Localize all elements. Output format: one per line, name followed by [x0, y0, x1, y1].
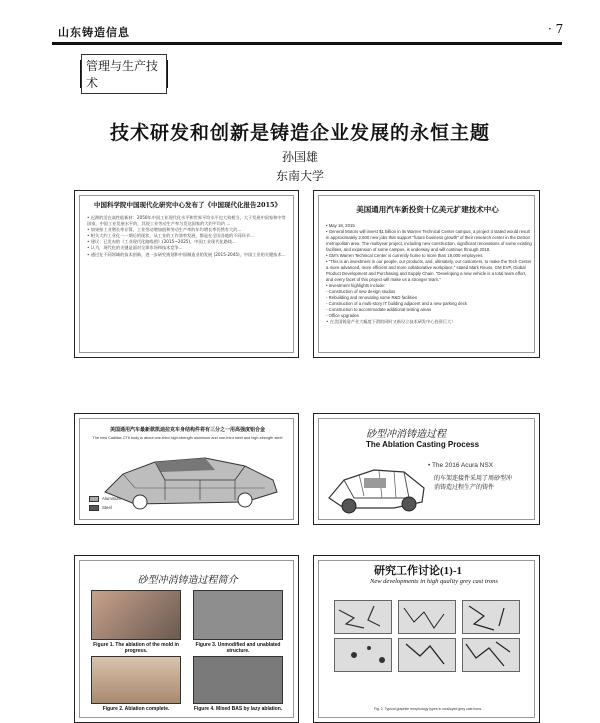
legend-label-aluminum: Aluminum [102, 496, 122, 501]
slide-bullet: • 认为，现代化的关键是面对全球市场和技术竞争... [87, 245, 183, 251]
car-body-illustration [95, 444, 285, 514]
slide-ablation-intro [74, 555, 299, 723]
slide-ablation-process [313, 413, 540, 525]
slide-bullet: • 迟滞的活在高性能新材：2050年中国工业现代化水平和世界平均水平也大致相当，大于发展中国家和中等国家，中国工业发展水平约，其现工业劳动生产率与发达国家的大约平均约 ... [87, 215, 286, 227]
graphite-flakes-overlay [334, 600, 520, 672]
slide-bullet: - Construction of new design studios [326, 289, 396, 294]
slide-bullet: • General Motors will invest $1 billion in its Warren Technical Center campus, a project it stated would result in approximately 2,600 new jobs that support "future business growth" of their research center in the Detroit metropolitan area. The multiyear project, including new construction, significant renovations of some existing facilities, and expansion of some campus, is underway and will continue through 2018. [326, 229, 532, 252]
slide-bullet: • "This is an investment in our people, our products, and, ultimately, our customers, to make the Tech Center a more advanced, more efficient and more collaborative workplace," stated Mark Reuss, GM EVP, Global Product Development and Purchasing and Supply Chain. "Developing a new vehicle is a total team effort, and every facet of this project will make us a stronger team." [326, 259, 532, 282]
page-number: · 7 [548, 22, 564, 36]
section-tag [80, 60, 168, 88]
slide-note: 的车架连接件采用了周砂型冲消铸造过程生产的铸件 [434, 475, 513, 491]
journal-name: 山东铸造信息 [58, 26, 130, 39]
slide-subtitle: New developments in high quality grey cast irons [370, 578, 498, 585]
legend-label-steel: Steel [102, 505, 112, 510]
legend-swatch-steel [89, 505, 99, 511]
slide-bullet: • 在美国铸造产业大幅度下滑的同时又新设立技术研发中心投资巨大！ [326, 319, 456, 324]
figure-photo [193, 590, 283, 640]
slide-bullet: • GM's Warren Technical Center is currently home to more than 19,000 employees. [326, 253, 484, 258]
section-tag-label: 管理与生产技术 [81, 54, 167, 94]
slide-bullet: • Investment highlights include: [326, 283, 386, 288]
figure-caption: Figure 4. Mixed BAS by lazy ablation. [193, 706, 283, 712]
slide-bullet: - Construction to accommodate additional testing areas [326, 307, 432, 312]
slide-title: 研究工作讨论(1)-1 [374, 565, 462, 577]
slide-title: 美国通用汽车新投资十亿美元扩建技术中心 [356, 205, 499, 214]
article-author: 孙国雄 [281, 150, 318, 164]
slide-research-discussion [313, 555, 540, 723]
slide-cadillac-body [74, 413, 299, 525]
figure-caption: Figure 2. Ablation complete. [102, 706, 170, 712]
slide-bullet: • 通过在不同领域的技术创新，进一步研究规划和中国制造业的发展 (2015-2045)，中国工业的关键技术... [87, 251, 286, 257]
slide-bullet: • 相关大约工业化一一期后的现状，从工业的工作效率发展，都是在全国各地的不同环节... [87, 233, 254, 239]
slide-bullet: - Construction of a multi-story IT building adjacent and a new parking deck [326, 301, 468, 306]
slide-subtitle: The Ablation Casting Process [366, 440, 480, 449]
article-title: 技术研发和创新是铸造企业发展的永恒主题 [109, 122, 490, 144]
header-rule [52, 42, 562, 45]
slide-bullet: • May 18, 2015 [326, 223, 355, 228]
slide-subtitle: The new Cadillac CT6 body is about one-third high-strength aluminum and one-third steel and high-strength steel [92, 436, 283, 440]
slide-title: 中国科学院中国现代化研究中心发布了《中国现代化报告2015》 [93, 201, 282, 209]
slide-bullet: - Office upgrades [326, 313, 359, 318]
figure-caption: Fig. 2. Typical graphite morphology types in unalloyed grey cast irons. [373, 707, 483, 711]
slide-title: 美国通用汽车最新款凯迪拉克车身结构件将有三分之一用高强度铝合金 [109, 427, 265, 433]
figure-photo [193, 656, 283, 704]
slide-bullet-list [326, 223, 532, 325]
slide-bullet: • 如果按工业增长率计算，工业劳动增加值和劳动生产率的年均增长率仍然有大约... [87, 227, 242, 233]
slide-gm-tech-center [313, 190, 540, 358]
figure-photo [91, 656, 181, 704]
figure-photo [91, 590, 181, 640]
acura-frame-illustration [324, 458, 429, 518]
slide-bullet: • 建议：已发布的《工业现代化路线图》(2015~2025)，中国工业现代化路线... [87, 239, 236, 245]
slide-title: 砂型冲消铸造过程 [366, 429, 446, 440]
article-affiliation: 东南大学 [275, 169, 324, 183]
slide-bullet: • The 2016 Acura NSX [428, 462, 494, 469]
slide-bullet: - Rebuilding and renovating some R&D facilities [326, 295, 417, 300]
slide-bullet-list [87, 215, 289, 258]
legend-swatch-aluminum [89, 496, 99, 502]
figure-caption: Figure 1. The ablation of the mold in progress. [93, 642, 179, 654]
figure-caption: Figure 3. Unmodified and unablated structure. [195, 642, 281, 654]
slide-modernization-report [74, 190, 299, 358]
slide-title: 砂型冲消铸造过程简介 [137, 575, 238, 586]
